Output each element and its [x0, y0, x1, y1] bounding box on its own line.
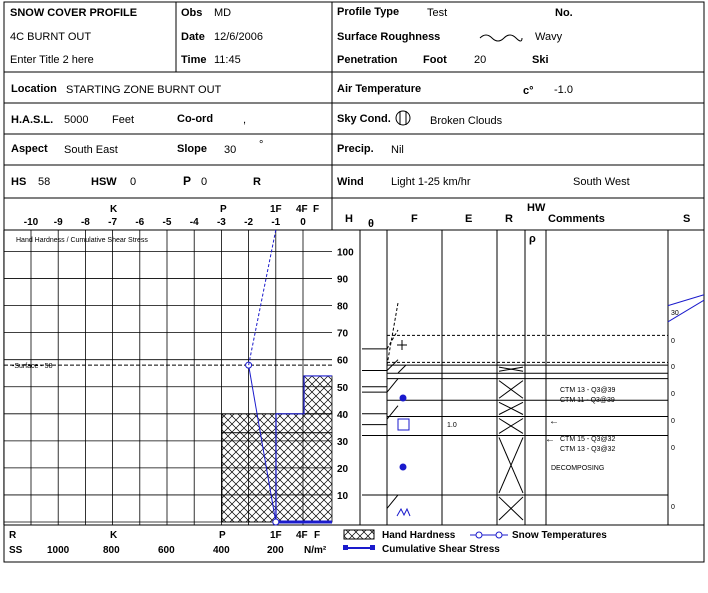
comments-col-header: Comments	[548, 213, 605, 225]
f-column-connector	[387, 495, 398, 509]
air-temp-label: Air Temperature	[337, 83, 422, 95]
slope-value: 30	[224, 144, 237, 156]
temp-tick-label: -8	[80, 217, 90, 228]
stratigraphy-table	[360, 217, 704, 525]
hsw-label: HSW	[91, 176, 117, 188]
comment-line: CTM 13 - Q3@32	[560, 446, 616, 453]
height-tick-label: 70	[337, 328, 349, 340]
height-tick-label: 40	[337, 409, 349, 421]
hand-hardness-bar	[304, 376, 332, 414]
hw-col-header: HW	[527, 202, 546, 214]
f-column-connector	[387, 379, 398, 393]
hs-label: HS	[11, 176, 27, 188]
rounded-grain-icon-2	[400, 464, 407, 471]
legend-shear-label: Cumulative Shear Stress	[382, 544, 500, 555]
footer-ss-tick: 1000	[47, 545, 70, 556]
s-value: 0	[671, 391, 675, 398]
footer-ss-tick: 800	[103, 545, 120, 556]
hasl-unit: Feet	[112, 114, 135, 126]
footer-ss-tick: 200	[267, 545, 284, 556]
penetration-label: Penetration	[337, 54, 398, 66]
temp-tick-label: -10	[23, 217, 39, 228]
coord-label: Co-ord	[177, 113, 214, 125]
right-header-labels	[345, 202, 690, 245]
broken-clouds-icon	[396, 111, 410, 125]
sky-label: Sky Cond.	[337, 113, 391, 125]
left-axis-labels	[110, 204, 319, 215]
temp-tick-label: -5	[162, 217, 172, 228]
height-tick-label: 90	[337, 274, 349, 286]
s-value: 30	[671, 310, 679, 317]
height-tick-label: 50	[337, 382, 349, 394]
time-label: Time	[181, 54, 207, 66]
wind-label: Wind	[337, 176, 364, 188]
arrow-icon: ←	[549, 416, 559, 427]
slope-unit: °	[259, 139, 264, 151]
hasl-value: 5000	[64, 114, 89, 126]
s-col-header: S	[683, 213, 691, 225]
air-temp-unit: c°	[523, 85, 534, 97]
s-value: 0	[671, 338, 675, 345]
p-value: 0	[201, 176, 208, 188]
temp-tick-label: 0	[300, 217, 306, 228]
h-col-header: H	[345, 213, 353, 225]
temp-tick-label: -3	[216, 217, 226, 228]
footer-r-label: R	[9, 530, 17, 541]
footer-ss-tick: 600	[158, 545, 175, 556]
footer-r-tick: P	[219, 530, 226, 541]
s-value: 0	[671, 504, 675, 511]
faceted-crystal-icon	[398, 419, 409, 430]
e-col-header: E	[465, 213, 473, 225]
sky-value: Broken Clouds	[430, 115, 503, 127]
p-label: P	[183, 174, 192, 188]
profile-type-value: Test	[427, 7, 448, 19]
snow-temperature-legend-icon	[470, 532, 508, 538]
legend	[343, 530, 607, 555]
k-axis-label: K	[110, 204, 118, 215]
date-label: Date	[181, 31, 205, 43]
f-column-connector	[387, 303, 398, 365]
surface-roughness-label: Surface Roughness	[337, 31, 441, 43]
temperature-tick-labels	[24, 217, 306, 228]
precip-label: Precip.	[337, 143, 374, 155]
temp-tick-label: -4	[189, 217, 199, 228]
arrow-icon: ←	[545, 434, 555, 445]
footer-r-tick: 1F	[270, 530, 282, 541]
depth-hoar-icon	[397, 509, 410, 516]
comment-line: DECOMPOSING	[551, 465, 605, 472]
height-tick-label: 30	[337, 436, 349, 448]
hand-hardness-bar	[222, 414, 332, 433]
temp-tick-label: -9	[53, 217, 63, 228]
hardness-1f-label: 1F	[270, 204, 282, 215]
footer-r-tick: K	[110, 530, 118, 541]
footer-r-tick: F	[314, 530, 321, 541]
foot-value: 20	[474, 54, 487, 66]
air-temp-value: -1.0	[554, 84, 573, 96]
f-col-header: F	[411, 213, 418, 225]
info-section	[4, 83, 704, 198]
profile-title: SNOW COVER PROFILE	[10, 7, 138, 19]
comment-line: CTM 15 - Q3@32	[560, 436, 616, 443]
decomposing-fragment-icon	[398, 365, 406, 373]
snow-temperature-point	[273, 519, 279, 525]
profile-type-label: Profile Type	[337, 6, 400, 18]
precip-value: Nil	[391, 144, 404, 156]
graph-subtitle: Hand Hardness / Cumulative Shear Stress	[16, 237, 148, 244]
temp-tick-label: -1	[271, 217, 281, 228]
temp-tick-label: -2	[244, 217, 254, 228]
left-graph-frame	[4, 230, 704, 525]
footer-section	[9, 530, 327, 556]
height-tick-label: 80	[337, 301, 349, 313]
aspect-label: Aspect	[11, 143, 48, 155]
rho-col-header: ρ	[529, 233, 536, 245]
hs-value: 58	[38, 176, 51, 188]
location-label: Location	[11, 83, 57, 95]
footer-ss-label: SS	[9, 545, 23, 556]
title-line-3: Enter Title 2 here	[10, 54, 94, 66]
theta-col-header: θ	[368, 218, 374, 230]
p-axis-label: P	[220, 204, 227, 215]
ski-label: Ski	[532, 54, 549, 66]
f-column-connector	[387, 406, 398, 420]
footer-ss-tick: 400	[213, 545, 230, 556]
shear-stress-legend-icon	[343, 545, 375, 550]
foot-label: Foot	[423, 54, 447, 66]
no-label: No.	[555, 7, 573, 19]
s-value: 0	[671, 364, 675, 371]
footer-ss-tick: N/m²	[304, 545, 327, 556]
wind-direction: South West	[573, 176, 630, 188]
air-temperature-line	[249, 230, 276, 365]
e-value: 1.0	[447, 422, 457, 429]
comments-column	[545, 387, 615, 472]
height-tick-label: 60	[337, 355, 349, 367]
legend-hand-hardness-swatch	[344, 530, 374, 539]
coord-value: ,	[243, 114, 247, 126]
rounded-grain-icon	[400, 395, 407, 402]
hasl-label: H.A.S.L.	[11, 114, 54, 126]
r-col-header: R	[505, 213, 513, 225]
s-value: 0	[671, 445, 675, 452]
wavy-roughness-icon	[480, 35, 522, 41]
r-label: R	[253, 176, 261, 188]
hardness-4f-label: 4F	[296, 204, 308, 215]
height-tick-label: 100	[337, 247, 354, 259]
footer-r-tick: 4F	[296, 530, 308, 541]
time-value: 11:45	[214, 54, 241, 66]
obs-value: MD	[214, 7, 232, 19]
surface-roughness-value: Wavy	[535, 31, 563, 43]
date-value: 12/6/2006	[214, 31, 263, 43]
legend-snow-temp-label: Snow Temperatures	[512, 530, 607, 541]
height-tick-label: 20	[337, 463, 349, 475]
chart-marks	[4, 230, 332, 525]
precip-particle-icon	[397, 340, 407, 350]
comment-line: CTM 13 - Q3@39	[560, 387, 616, 394]
f-axis-label: F	[313, 204, 320, 215]
hsw-value: 0	[130, 176, 137, 188]
s-value: 0	[671, 418, 675, 425]
slope-label: Slope	[177, 143, 207, 155]
temp-tick-label: -6	[135, 217, 145, 228]
title-line-2: 4C BURNT OUT	[10, 31, 92, 43]
snow-surface-label: -Surface - 58	[12, 363, 53, 371]
temp-tick-label: -7	[108, 217, 118, 228]
comment-line: CTM 11 - Q3@39	[560, 397, 615, 404]
grain-form-symbols	[397, 340, 410, 516]
wind-value: Light 1-25 km/hr	[391, 176, 471, 188]
s-column	[671, 310, 679, 511]
height-tick-label: 10	[337, 490, 349, 502]
obs-label: Obs	[181, 7, 203, 19]
hand-hardness-bar	[222, 433, 332, 522]
height-tick-labels	[337, 248, 354, 502]
aspect-value: South East	[64, 144, 118, 156]
legend-hand-hardness-label: Hand Hardness	[382, 530, 456, 541]
location-value: STARTING ZONE BURNT OUT	[66, 84, 222, 96]
